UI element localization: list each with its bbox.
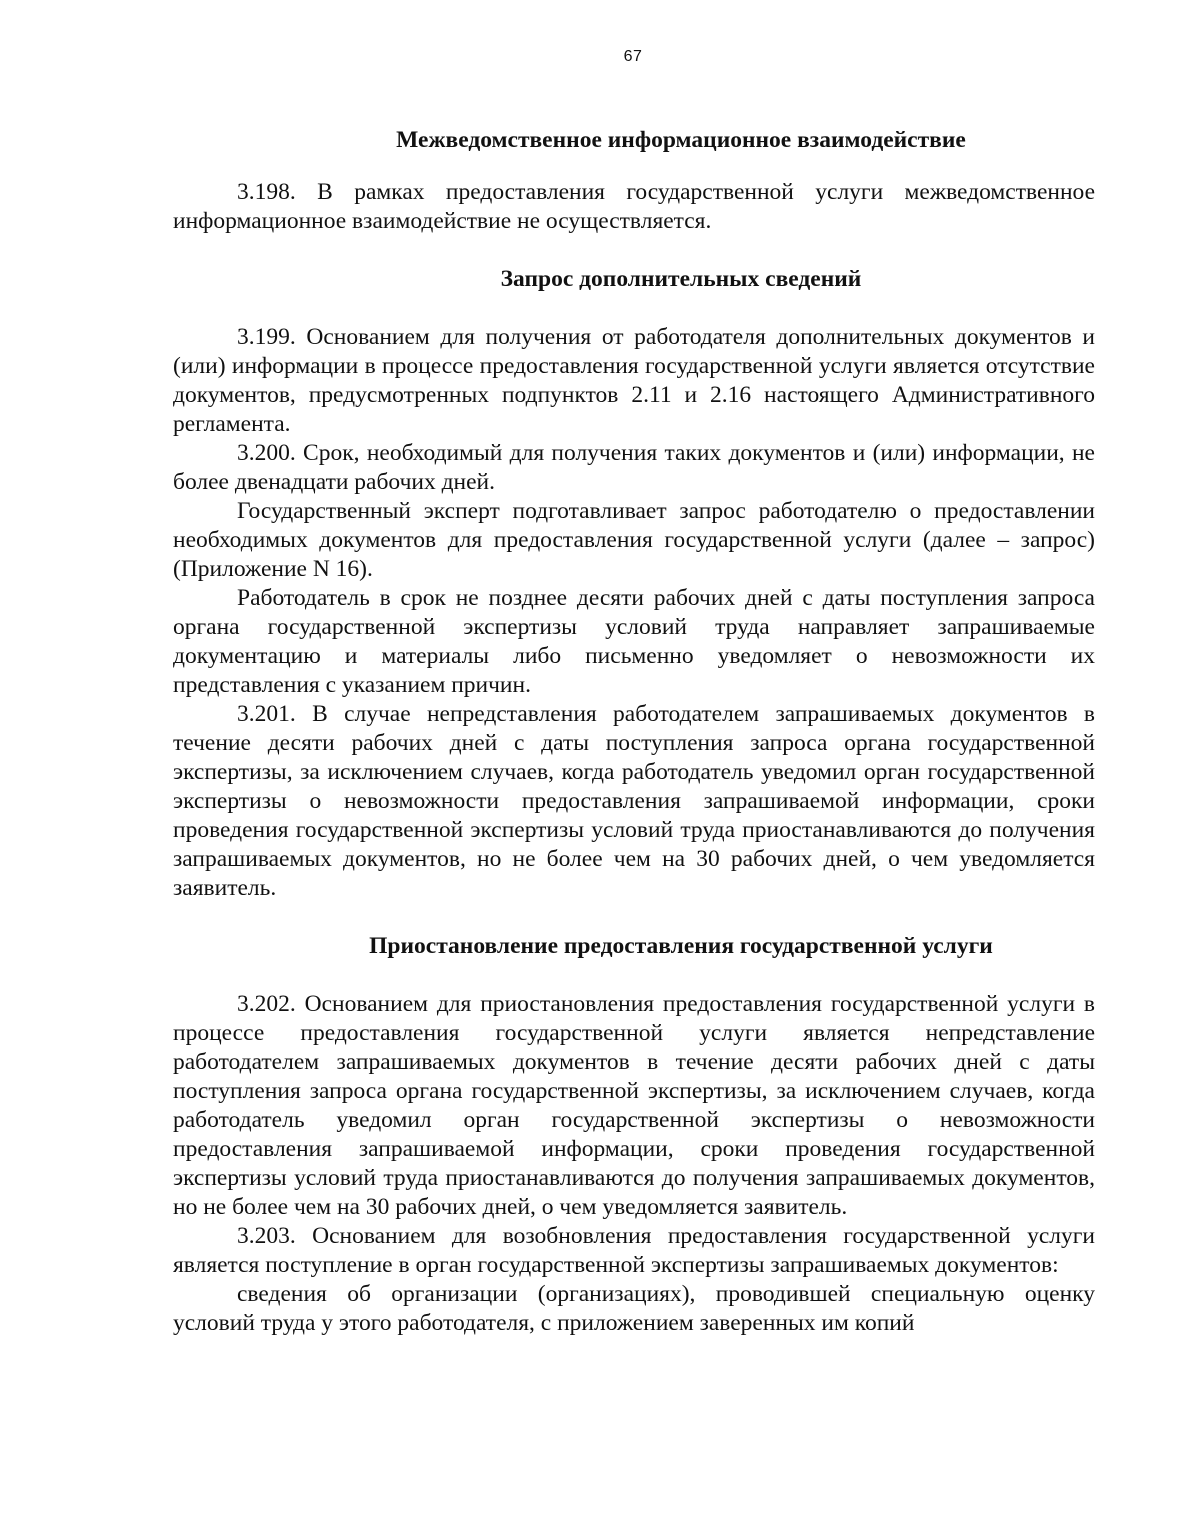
paragraph-3-203: 3.203. Основанием для возобновления предоставления государственной услуги является поступление в орган государственной экспертизы запрашиваемых документов: <box>173 1223 1095 1278</box>
paragraph-3-198: 3.198. В рамках предоставления государственной услуги межведомственное информационное взаимодействие не осуществляется. <box>173 179 1095 234</box>
document-body <box>173 126 1095 1338</box>
paragraph-3-200: 3.200. Срок, необходимый для получения таких документов и (или) информации, не более двенадцати рабочих дней. <box>173 440 1095 495</box>
page-number: 67 <box>623 48 643 65</box>
section-heading-additional-info-request: Запрос дополнительных сведений <box>500 266 862 292</box>
paragraph-organization-info: сведения об организации (организациях), проводившей специальную оценку условий труда у этого работодателя, с приложением заверенных им копий <box>173 1281 1095 1336</box>
paragraph-3-199: 3.199. Основанием для получения от работодателя дополнительных документов и (или) информации в процессе предоставления государственной услуги является отсутствие документов, предусмотренных подпунктов 2.11 и 2.16 настоящего Административного регламента. <box>173 324 1095 437</box>
paragraph-expert-request: Государственный эксперт подготавливает запрос работодателю о предоставлении необходимых документов для предоставления государственной услуги (далее – запрос) (Приложение N 16). <box>173 498 1095 582</box>
section-heading-interagency: Межведомственное информационное взаимодействие <box>396 127 966 153</box>
section-heading-suspension: Приостановление предоставления государственной услуги <box>369 933 993 959</box>
paragraph-employer-response: Работодатель в срок не позднее десяти рабочих дней с даты поступления запроса органа государственной экспертизы условий труда направляет запрашиваемые документацию и материалы либо письменно уведомляет о невозможности их представления с указанием причин. <box>173 585 1095 698</box>
paragraph-3-201: 3.201. В случае непредставления работодателем запрашиваемых документов в течение десяти рабочих дней с даты поступления запроса органа государственной экспертизы, за исключением случаев, когда работодатель уведомил орган государственной экспертизы о невозможности предоставления запрашиваемой информации, сроки проведения государственной экспертизы условий труда приостанавливаются до получения запрашиваемых документов, но не более чем на 30 рабочих дней, о чем уведомляется заявитель. <box>173 701 1095 901</box>
paragraph-3-202: 3.202. Основанием для приостановления предоставления государственной услуги в процессе предоставления государственной услуги является непредставление работодателем запрашиваемых документов в течение десяти рабочих дней с даты поступления запроса органа государственной экспертизы, за исключением случаев, когда работодатель уведомил орган государственной экспертизы о невозможности предоставления запрашиваемой информации, сроки проведения государственной экспертизы условий труда приостанавливаются до получения запрашиваемых документов, но не более чем на 30 рабочих дней, о чем уведомляется заявитель. <box>173 991 1095 1220</box>
